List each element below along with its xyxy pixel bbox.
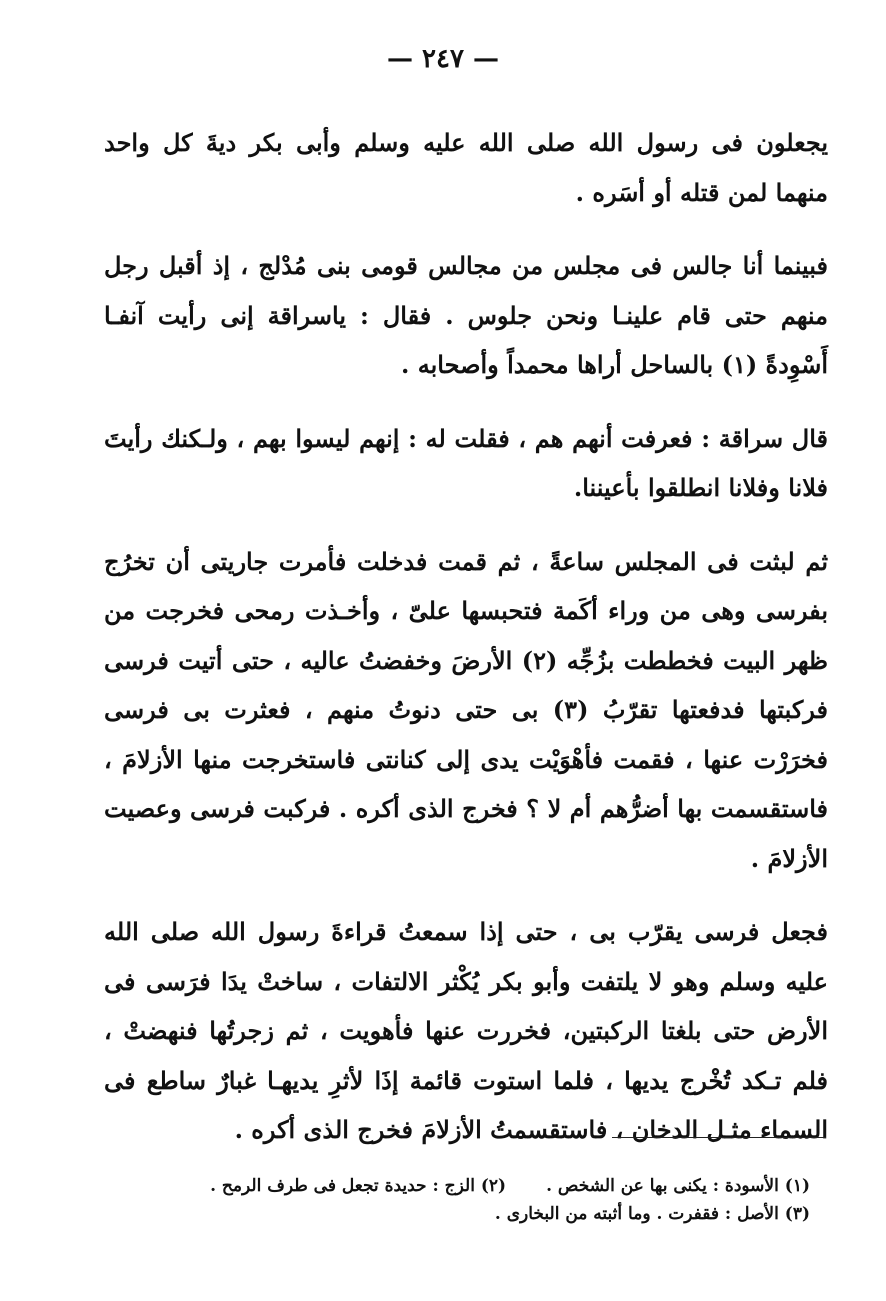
footnote-row	[150, 1172, 810, 1200]
footnotes	[150, 1172, 810, 1228]
paragraph-4: ثم لبثت فى المجلس ساعةً ، ثم قمت فدخلت فأمرت جاريتى أن تخرُج بفرسى وهى من وراء أكَمة فتحبسها علىّ ، وأخـذت رمحى فخرجت من ظهر البيت فخططت بزُجِّه (٢) الأرضَ وخفضتُ عاليه ، حتى أتيت فرسى فركبتها فدفعتها تقرّبُ (٣) بى حتى دنوتُ منهم ، فعثرت بى فرسى فخرَرْت عنها ، فقمت فأهْوَيْت يدى إلى كنانتى فاستخرجت منها الأزلامَ ، فاستقسمت بها أضرُّهم أم لا ؟ فخرج الذى أكره . فركبت فرسى وعصيت الأزلامَ .	[104, 546, 828, 873]
page-number: — ٢٤٧ —	[386, 44, 500, 74]
footnote-3: (٣) الأصل : فقفرت . وما أثبته من البخارى .	[494, 1204, 810, 1224]
paragraph-5: فجعل فرسى يقرّب بى ، حتى إذا سمعتُ قراءةَ رسول الله صلى الله عليه وسلم وهو لا يلتفت وأبو بكر يُكْثر الالتفات ، ساختْ يدَا فرَسى فى الأرض حتى بلغتا الركبتين، فخررت عنها فأهويت ، ثم زجرتُها فنهضتْ ، فلم تـكد تُخْرج يديها ، فلما استوت قائمة إذَا لأثرِ يديهـا غبارٌ ساطع فى السماء مثـل الدخان ، فاستقسمتُ الأزلامَ فخرج الذى أكره .	[104, 917, 828, 1144]
body-text	[104, 118, 828, 1179]
footnote-2: (٢) الزج : حديدة تجعل فى طرف الرمح .	[210, 1176, 507, 1196]
paragraph-2: فبينما أنا جالس فى مجلس من مجالس قومى بنى مُدْلج ، إذ أقبل رجل منهم حتى قام علينـا ونحن جلوس . فقال : ياسراقة إنى رأيت آنفـا أَسْوِدةً (١) بالساحل أراها محمداً وأصحابه .	[104, 251, 828, 379]
paragraph-1: يجعلون فى رسول الله صلى الله عليه وسلم وأبى بكر ديةَ كل واحد منهما لمن قتله أو أسَره .	[104, 128, 828, 207]
footnote-row	[150, 1200, 810, 1228]
footnote-divider	[612, 1137, 826, 1138]
paragraph-3: قال سراقة : فعرفت أنهم هم ، فقلت له : إنهم ليسوا بهم ، ولـكنك رأيتَ فلانا وفلانا انطلقوا بأعيننا.	[104, 423, 828, 502]
footnote-1: (١) الأسودة : يكنى بها عن الشخص .	[546, 1176, 810, 1196]
